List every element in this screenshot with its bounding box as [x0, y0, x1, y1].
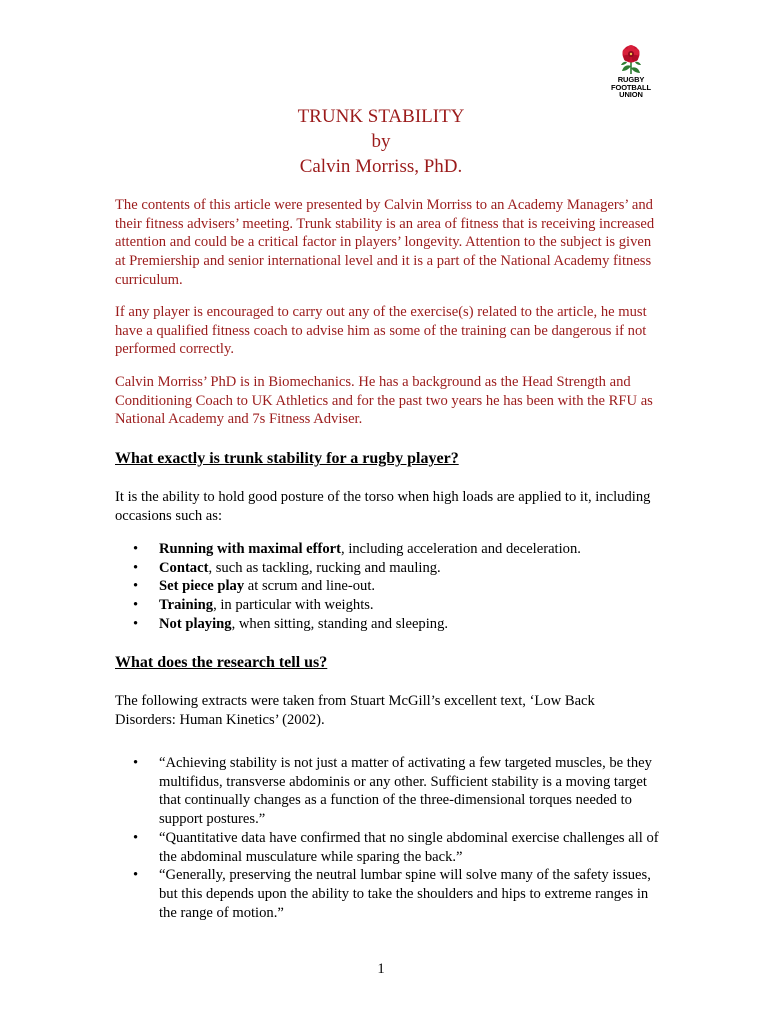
- logo-text-football: FOOTBALL: [610, 82, 652, 92]
- quote-text: “Achieving stability is not just a matter of activating a few targeted muscles, be they multifidus, transverse abdominis or any other. Sufficient stability is a moving target that continually changes as a function of the three-dimensional torques needed to support postures.”: [159, 755, 652, 828]
- list-item: [115, 615, 660, 634]
- occasions-list: [115, 540, 660, 634]
- bullet-icon: •: [133, 597, 139, 614]
- rfu-logo: [606, 44, 656, 102]
- list-item-bold: Training: [159, 597, 214, 614]
- list-item-bold: Running with maximal effort: [159, 541, 342, 557]
- title-line-2: by: [371, 131, 391, 152]
- document-title: [0, 104, 762, 179]
- quote-text: “Generally, preserving the neutral lumbar spine will solve many of the safety issues, but this depends upon the ability to take the shoulders and hips to extreme ranges in the range of motion.”: [159, 867, 651, 921]
- list-item-text: at scrum and line-out.: [244, 578, 376, 595]
- logo-text-union: UNION: [619, 90, 643, 99]
- section-heading-research: What does the research tell us?: [115, 654, 328, 671]
- list-item: [115, 596, 660, 615]
- list-item-text: , when sitting, standing and sleeping.: [231, 615, 449, 632]
- list-item-bold: Set piece play: [159, 578, 245, 595]
- bullet-icon: •: [133, 578, 139, 595]
- section-1-paragraph: It is the ability to hold good posture of the torso when high loads are applied to it, including occasions such as:: [115, 489, 651, 524]
- list-item-bold: Contact: [159, 559, 209, 576]
- intro-paragraph-2: If any player is encouraged to carry out any of the exercise(s) related to the article, he must have a qualified fitness coach to advise him as some of the training can be dangerous if not performed correctly.: [115, 304, 647, 358]
- list-item: [115, 559, 660, 578]
- quote-text: “Quantitative data have confirmed that no single abdominal exercise challenges all of the abdominal musculature while sparing the back.”: [159, 829, 659, 865]
- bullet-icon: •: [133, 559, 139, 576]
- intro-paragraph-3: Calvin Morriss’ PhD is in Biomechanics. He has a background as the Head Strength and Conditioning Coach to UK Athletics and for the past two years he has been with the RFU as National Academy and 7s Fitness Adviser.: [115, 374, 653, 428]
- list-item-text: , in particular with weights.: [213, 597, 374, 614]
- section-2-paragraph: The following extracts were taken from Stuart McGill’s excellent text, ‘Low Back Disorders: Human Kinetics’ (2002).: [115, 693, 595, 728]
- list-item: [115, 754, 660, 829]
- quotes-list: [115, 754, 660, 922]
- bullet-icon: •: [133, 829, 139, 846]
- bullet-icon: •: [133, 541, 139, 557]
- list-item: [115, 829, 660, 866]
- bullet-icon: •: [133, 755, 139, 771]
- bullet-icon: •: [133, 867, 139, 884]
- list-item-text: , such as tackling, rucking and mauling.: [208, 559, 441, 576]
- list-item-bold: Not playing: [159, 615, 232, 632]
- title-line-1: TRUNK STABILITY: [297, 106, 465, 127]
- list-item: [115, 577, 660, 596]
- rose-icon: [618, 44, 644, 76]
- title-line-3: Calvin Morriss, PhD.: [299, 156, 463, 177]
- intro-paragraph-1: The contents of this article were presented by Calvin Morriss to an Academy Managers’ and their fitness advisers’ meeting. Trunk stability is an area of fitness that is receiving increased attention and could be a critical factor in players’ longevity. Attention to the subject is given at Premiership and senior international level and it is a part of the National Academy fitness curriculum.: [115, 197, 655, 288]
- bullet-icon: •: [133, 615, 139, 632]
- list-item: [115, 866, 660, 922]
- section-heading-trunk-stability: What exactly is trunk stability for a rugby player?: [115, 450, 459, 467]
- logo-text-rugby: RUGBY: [617, 75, 645, 84]
- page-number: 1: [377, 961, 385, 977]
- list-item: [115, 540, 660, 559]
- list-item-text: , including acceleration and deceleration.: [341, 541, 581, 557]
